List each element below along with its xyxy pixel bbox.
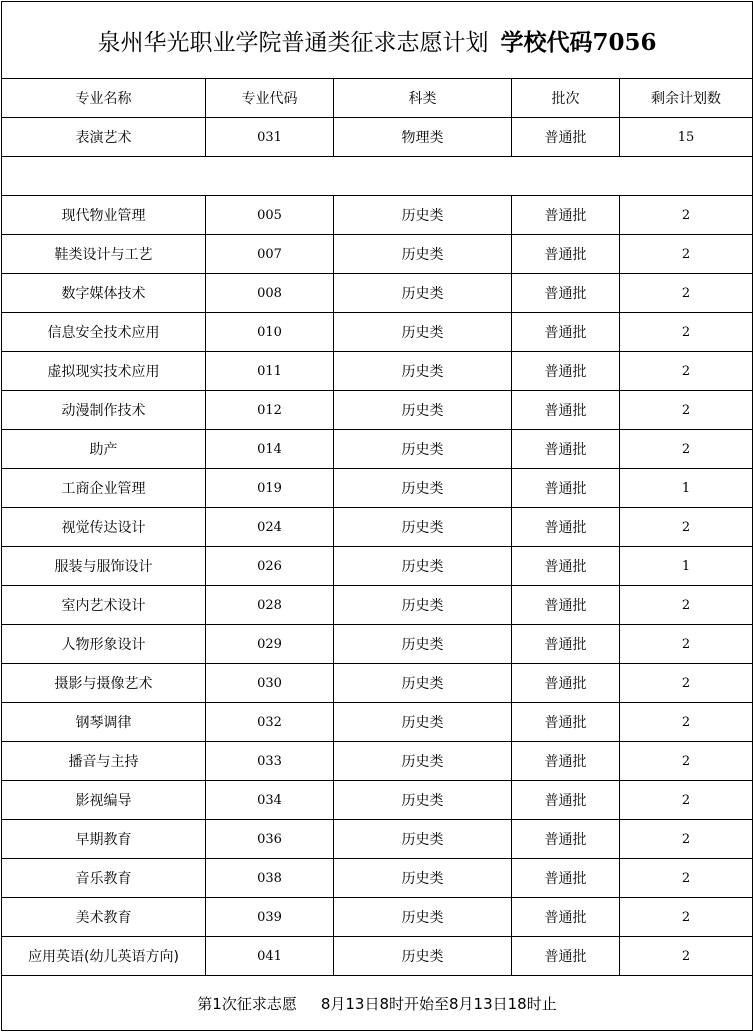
major-name: 室内艺术设计 [2,586,206,625]
school-code: 学校代码7056 [500,28,657,56]
table-row [2,781,753,820]
major-name: 人物形象设计 [2,625,206,664]
category: 历史类 [334,196,512,235]
remaining: 2 [620,859,753,898]
major-code: 012 [206,391,334,430]
table-row [2,352,753,391]
batch: 普通批 [512,196,620,235]
major-name: 视觉传达设计 [2,508,206,547]
footer-row [2,976,753,1031]
remaining: 2 [620,430,753,469]
batch: 普通批 [512,547,620,586]
batch: 普通批 [512,118,620,157]
major-name: 现代物业管理 [2,196,206,235]
table-row [2,820,753,859]
batch: 普通批 [512,391,620,430]
footer-round: 第1次征求志愿 [197,994,297,1013]
category: 历史类 [334,781,512,820]
remaining: 2 [620,625,753,664]
major-code: 038 [206,859,334,898]
batch: 普通批 [512,508,620,547]
major-code: 032 [206,703,334,742]
remaining: 2 [620,391,753,430]
major-code: 031 [206,118,334,157]
table-row [2,118,753,157]
table-row [2,625,753,664]
major-code: 034 [206,781,334,820]
batch: 普通批 [512,703,620,742]
major-code: 024 [206,508,334,547]
batch: 普通批 [512,664,620,703]
header-cell: 科类 [334,79,512,118]
remaining: 2 [620,820,753,859]
major-code: 036 [206,820,334,859]
batch: 普通批 [512,898,620,937]
footer-note [2,976,753,1031]
major-name: 信息安全技术应用 [2,313,206,352]
major-code: 019 [206,469,334,508]
remaining: 2 [620,196,753,235]
remaining: 15 [620,118,753,157]
category: 历史类 [334,547,512,586]
table-row [2,742,753,781]
table-row [2,391,753,430]
header-cell: 专业代码 [206,79,334,118]
batch: 普通批 [512,235,620,274]
major-name: 数字媒体技术 [2,274,206,313]
major-name: 早期教育 [2,820,206,859]
major-name: 播音与主持 [2,742,206,781]
major-code: 033 [206,742,334,781]
header-row [2,79,753,118]
major-code: 014 [206,430,334,469]
major-name: 动漫制作技术 [2,391,206,430]
remaining: 1 [620,547,753,586]
batch: 普通批 [512,937,620,976]
batch: 普通批 [512,469,620,508]
category: 历史类 [334,586,512,625]
category: 历史类 [334,703,512,742]
table-row [2,937,753,976]
table-row [2,235,753,274]
category: 历史类 [334,391,512,430]
table-row [2,703,753,742]
major-code: 008 [206,274,334,313]
major-name: 鞋类设计与工艺 [2,235,206,274]
batch: 普通批 [512,781,620,820]
category: 历史类 [334,898,512,937]
header-cell: 剩余计划数 [620,79,753,118]
category: 历史类 [334,313,512,352]
batch: 普通批 [512,586,620,625]
major-name: 应用英语(幼儿英语方向) [2,937,206,976]
remaining: 2 [620,508,753,547]
category: 历史类 [334,352,512,391]
batch: 普通批 [512,742,620,781]
category: 历史类 [334,664,512,703]
category: 历史类 [334,274,512,313]
table-row [2,547,753,586]
plan-table [1,1,753,1031]
major-name: 美术教育 [2,898,206,937]
batch: 普通批 [512,859,620,898]
category: 历史类 [334,469,512,508]
table-row [2,196,753,235]
major-code: 026 [206,547,334,586]
footer-time: 8月13日8时开始至8月13日18时止 [320,994,557,1013]
title-row [2,2,753,79]
batch: 普通批 [512,430,620,469]
category: 历史类 [334,508,512,547]
table-row [2,664,753,703]
table-row [2,430,753,469]
category: 历史类 [334,625,512,664]
batch: 普通批 [512,274,620,313]
category: 历史类 [334,859,512,898]
category: 历史类 [334,430,512,469]
major-name: 工商企业管理 [2,469,206,508]
title-main: 泉州华光职业学院普通类征求志愿计划 [97,29,489,56]
batch: 普通批 [512,313,620,352]
history-rows [2,196,753,976]
header-cell: 批次 [512,79,620,118]
remaining: 2 [620,703,753,742]
table-row [2,469,753,508]
remaining: 2 [620,664,753,703]
blank-separator-row [2,157,753,196]
major-name: 虚拟现实技术应用 [2,352,206,391]
table-row [2,898,753,937]
major-name: 表演艺术 [2,118,206,157]
remaining: 1 [620,469,753,508]
major-name: 摄影与摄像艺术 [2,664,206,703]
major-code: 011 [206,352,334,391]
batch: 普通批 [512,352,620,391]
table-row [2,313,753,352]
major-name: 钢琴调律 [2,703,206,742]
blank-cell [2,157,753,196]
major-code: 039 [206,898,334,937]
major-code: 030 [206,664,334,703]
batch: 普通批 [512,820,620,859]
remaining: 2 [620,898,753,937]
header-cell: 专业名称 [2,79,206,118]
major-name: 音乐教育 [2,859,206,898]
batch: 普通批 [512,625,620,664]
major-code: 010 [206,313,334,352]
major-code: 041 [206,937,334,976]
remaining: 2 [620,742,753,781]
category: 历史类 [334,820,512,859]
major-code: 005 [206,196,334,235]
table-row [2,586,753,625]
major-name: 助产 [2,430,206,469]
remaining: 2 [620,352,753,391]
major-code: 007 [206,235,334,274]
page-title [2,2,753,79]
major-name: 影视编导 [2,781,206,820]
category: 历史类 [334,937,512,976]
major-code: 029 [206,625,334,664]
table-row [2,508,753,547]
remaining: 2 [620,235,753,274]
category: 历史类 [334,235,512,274]
remaining: 2 [620,937,753,976]
major-code: 028 [206,586,334,625]
remaining: 2 [620,781,753,820]
category: 历史类 [334,742,512,781]
remaining: 2 [620,586,753,625]
table-row [2,859,753,898]
category: 物理类 [334,118,512,157]
table-row [2,274,753,313]
remaining: 2 [620,313,753,352]
remaining: 2 [620,274,753,313]
major-name: 服装与服饰设计 [2,547,206,586]
